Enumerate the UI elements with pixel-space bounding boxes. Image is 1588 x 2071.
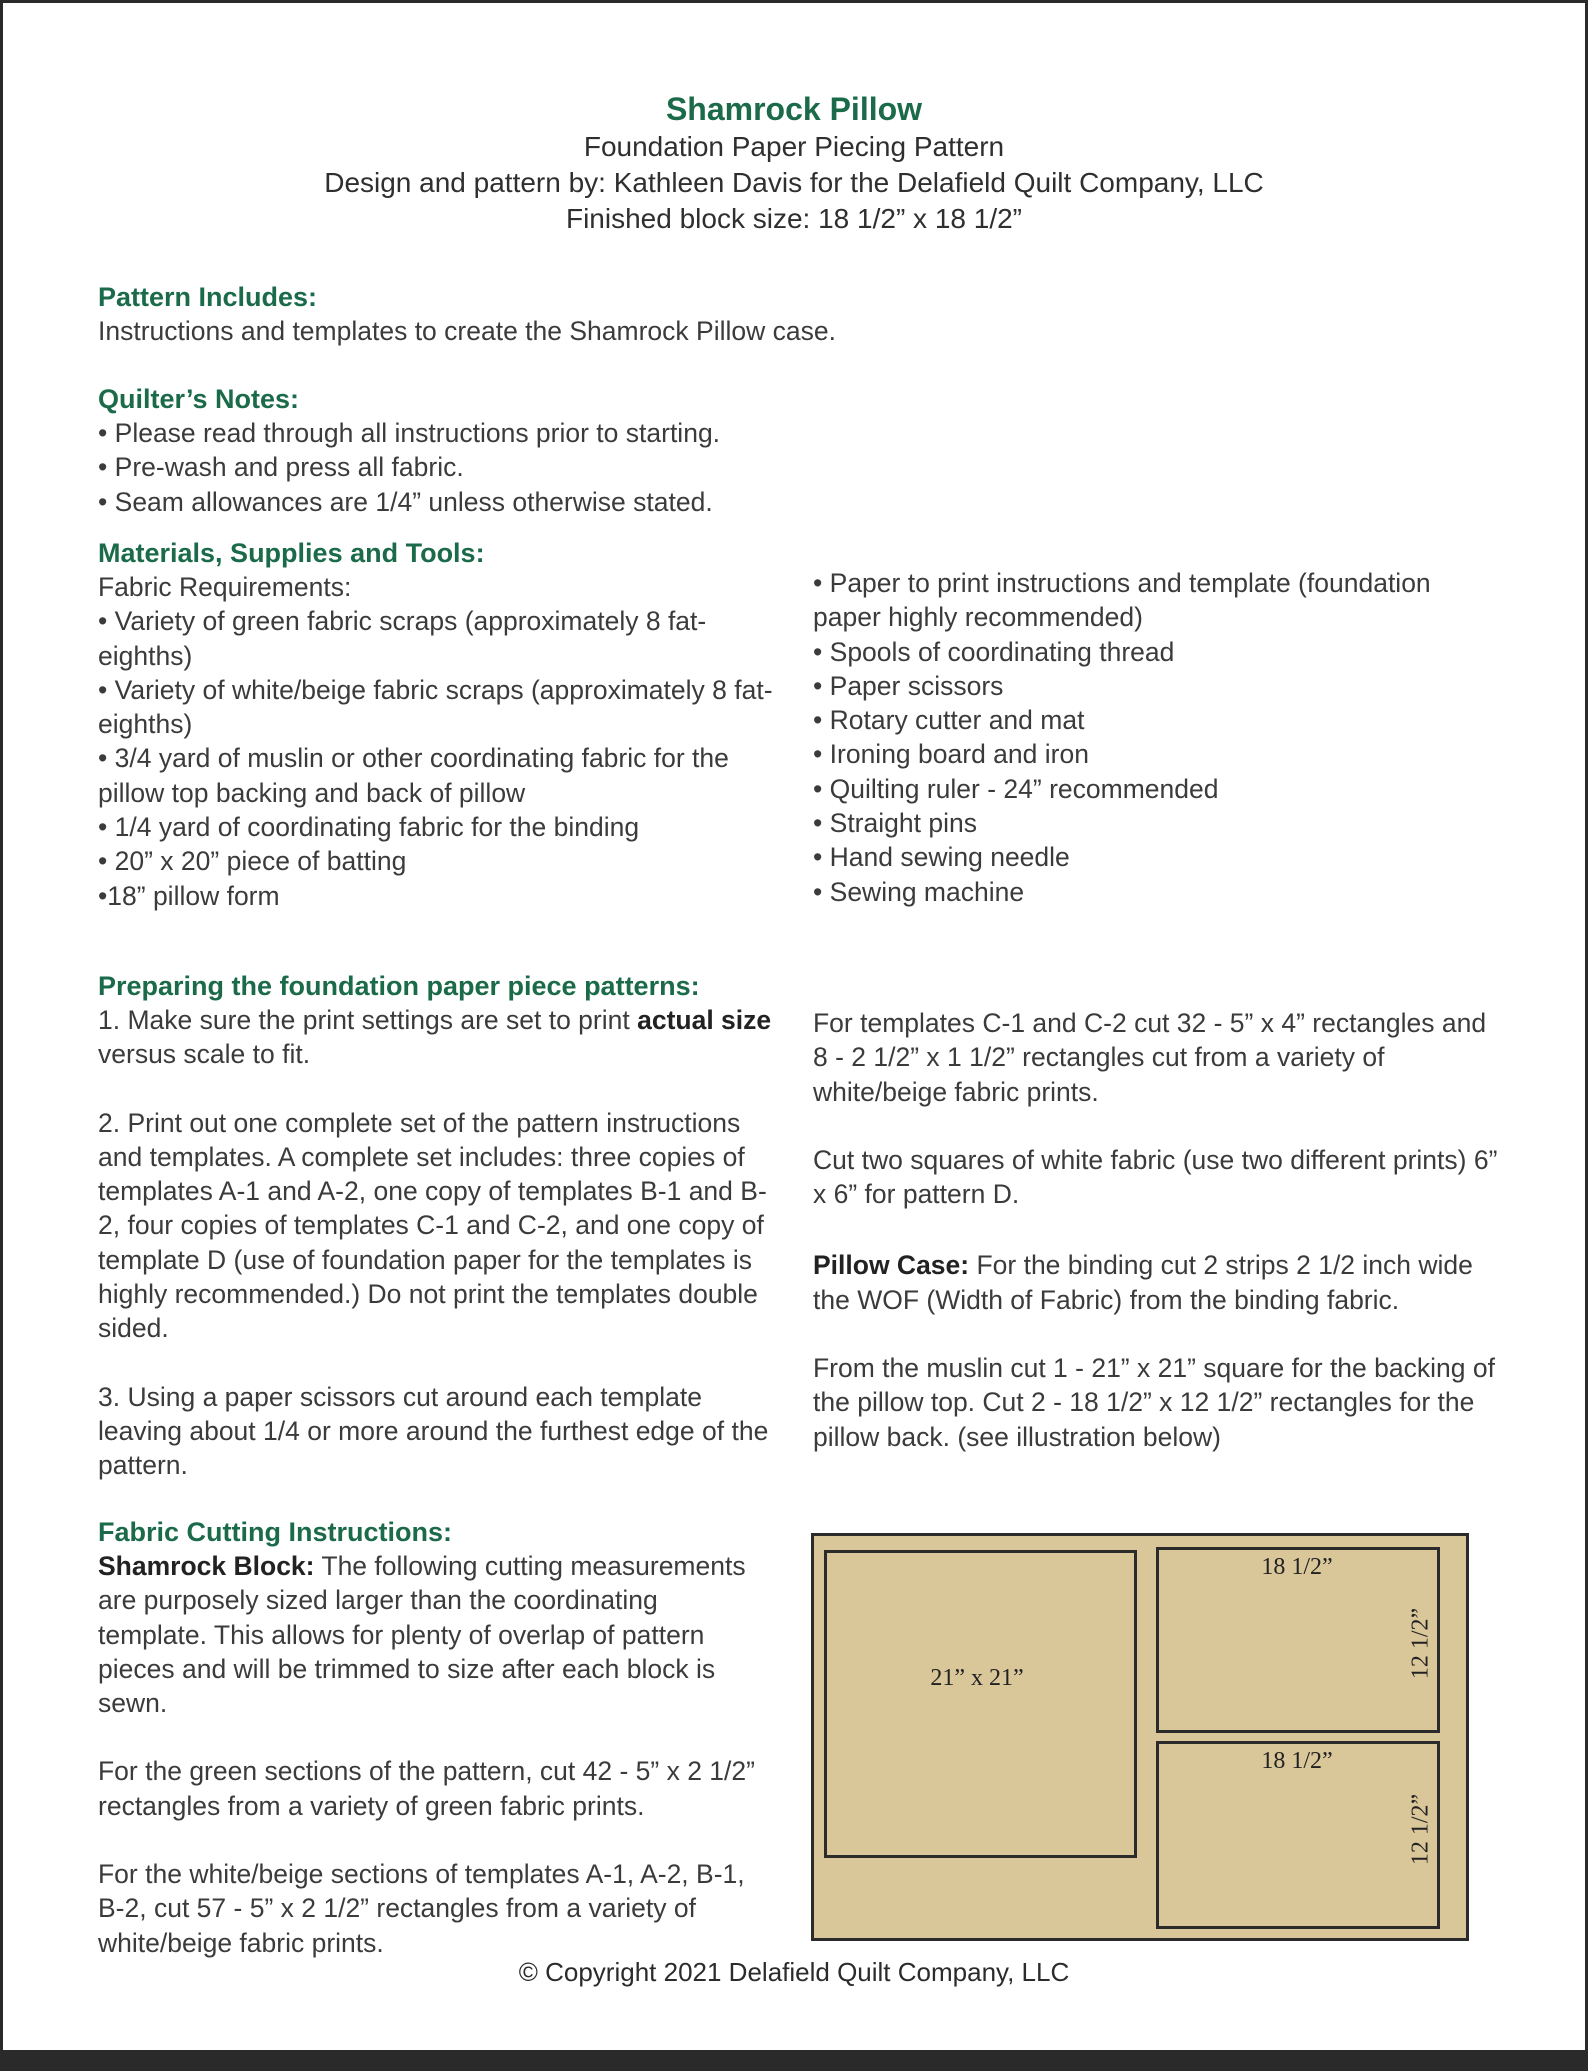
note-item: • Pre-wash and press all fabric. <box>98 452 464 483</box>
top-width-label: 18 1/2” <box>1261 1554 1333 1580</box>
supply-item: • Rotary cutter and mat <box>813 705 1085 736</box>
step-3: 3. Using a paper scissors cut around each template leaving about 1/4 or more around the furthest edge of the pattern. <box>98 1381 769 1481</box>
supply-item: • Hand sewing needle <box>813 842 1070 873</box>
supply-item: • Paper scissors <box>813 670 1004 701</box>
material-item: • Variety of green fabric scraps (approximately 8 fat-eighths) <box>98 606 707 671</box>
supply-item: • Paper to print instructions and template (foundation paper highly recommended) <box>813 568 1431 633</box>
document-page <box>3 3 1585 2050</box>
block-cutting-text: Shamrock Block: The following cutting measurements are purposely sized larger than the coordinating template. This allows for plenty of overlap of pattern pieces and will be trimmed to size after each block is sewn. <box>98 1551 746 1719</box>
material-item: • 20” x 20” piece of batting <box>98 846 407 877</box>
includes-text: Instructions and templates to create the Shamrock Pillow case. <box>98 316 836 346</box>
materials-heading: Materials, Supplies and Tools: <box>98 538 485 568</box>
notes-section <box>98 382 1498 519</box>
c-templates-text: For templates C-1 and C-2 cut 32 - 5” x 4” rectangles and 8 - 2 1/2” x 1 1/2” rectangles cut from a variety of white/beige fabric prints. <box>813 1008 1487 1107</box>
preparing-heading: Preparing the foundation paper piece patterns: <box>98 971 700 1001</box>
viewer-bottom-bar <box>0 2050 1588 2071</box>
materials-section <box>98 536 788 913</box>
backing-square <box>824 1550 1137 1858</box>
supplies-list <box>813 566 1493 909</box>
fabric-requirements-label: Fabric Requirements: <box>98 572 352 602</box>
block-size: Finished block size: 18 1/2” x 18 1/2” <box>565 203 1022 234</box>
page-subtitle: Foundation Paper Piecing Pattern <box>583 131 1005 162</box>
bottom-height-label: 12 1/2” <box>1407 1793 1434 1866</box>
supply-item: • Sewing machine <box>813 876 1025 907</box>
backing-square-label: 21” x 21” <box>930 1665 1024 1691</box>
top-height-label: 12 1/2” <box>1407 1607 1434 1680</box>
bottom-width-label: 18 1/2” <box>1261 1748 1333 1774</box>
designer-credit: Design and pattern by: Kathleen Davis for the Delafield Quilt Company, LLC <box>324 167 1264 198</box>
supply-item: • Spools of coordinating thread <box>813 636 1175 667</box>
preparing-section <box>98 969 778 1483</box>
green-cutting-text: For the green sections of the pattern, cut 42 - 5” x 2 1/2” rectangles from a variety of green fabric prints. <box>98 1756 755 1821</box>
white-cutting-text: For the white/beige sections of templates A-1, A-2, B-1, B-2, cut 57 - 5” x 2 1/2” rectangles from a variety of white/beige fabric prints. <box>98 1859 745 1958</box>
page-title: Shamrock Pillow <box>665 91 923 127</box>
document-header <box>3 89 1585 237</box>
pillow-back-top <box>1156 1547 1440 1733</box>
muslin-text: From the muslin cut 1 - 21” x 21” square for the backing of the pillow top. Cut 2 - 18 1/2” x 12 1/2” rectangles for the pillow back. (see illustration below) <box>813 1353 1495 1452</box>
includes-heading: Pattern Includes: <box>98 282 318 312</box>
step-2: 2. Print out one complete set of the pattern instructions and templates. A complete set includes: three copies of templates A-1 and A-2, one copy of templates B-1 and B-2, four copies of templates C-1 and C-2, and one copy of template D (use of foundation paper for the templates is highly recommended.) Do not print the templates double sided. <box>98 1107 767 1344</box>
cutting-heading: Fabric Cutting Instructions: <box>98 1517 452 1547</box>
cutting-section <box>98 1515 770 1960</box>
material-item: • Variety of white/beige fabric scraps (approximately 8 fat-eighths) <box>98 674 773 740</box>
material-item: • 3/4 yard of muslin or other coordinating fabric for the pillow top backing and back of pillow <box>98 743 729 808</box>
notes-heading: Quilter’s Notes: <box>98 384 300 414</box>
supply-item: • Ironing board and iron <box>813 739 1089 770</box>
supply-item: • Quilting ruler - 24” recommended <box>813 773 1219 804</box>
pillow-back-bottom <box>1156 1741 1440 1929</box>
copyright-text: © Copyright 2021 Delafield Quilt Company, LLC <box>518 1957 1070 1987</box>
note-item: • Please read through all instructions prior to starting. <box>98 418 721 448</box>
pillow-case-text: Pillow Case: For the binding cut 2 strips 2 1/2 inch wide the WOF (Width of Fabric) from the binding fabric. <box>813 1250 1473 1315</box>
squares-text: Cut two squares of white fabric (use two different prints) 6” x 6” for pattern D. <box>813 1144 1498 1210</box>
supply-item: • Straight pins <box>813 808 977 839</box>
material-item: • 1/4 yard of coordinating fabric for the binding <box>98 812 640 843</box>
cutting-diagram <box>811 1533 1469 1941</box>
step-1: 1. Make sure the print settings are set to print actual size versus scale to fit. <box>98 1005 772 1070</box>
includes-section <box>98 280 1498 348</box>
material-item: •18” pillow form <box>98 880 280 911</box>
right-column-instructions <box>813 1006 1503 1454</box>
note-item: • Seam allowances are 1/4” unless otherwise stated. <box>98 486 713 517</box>
